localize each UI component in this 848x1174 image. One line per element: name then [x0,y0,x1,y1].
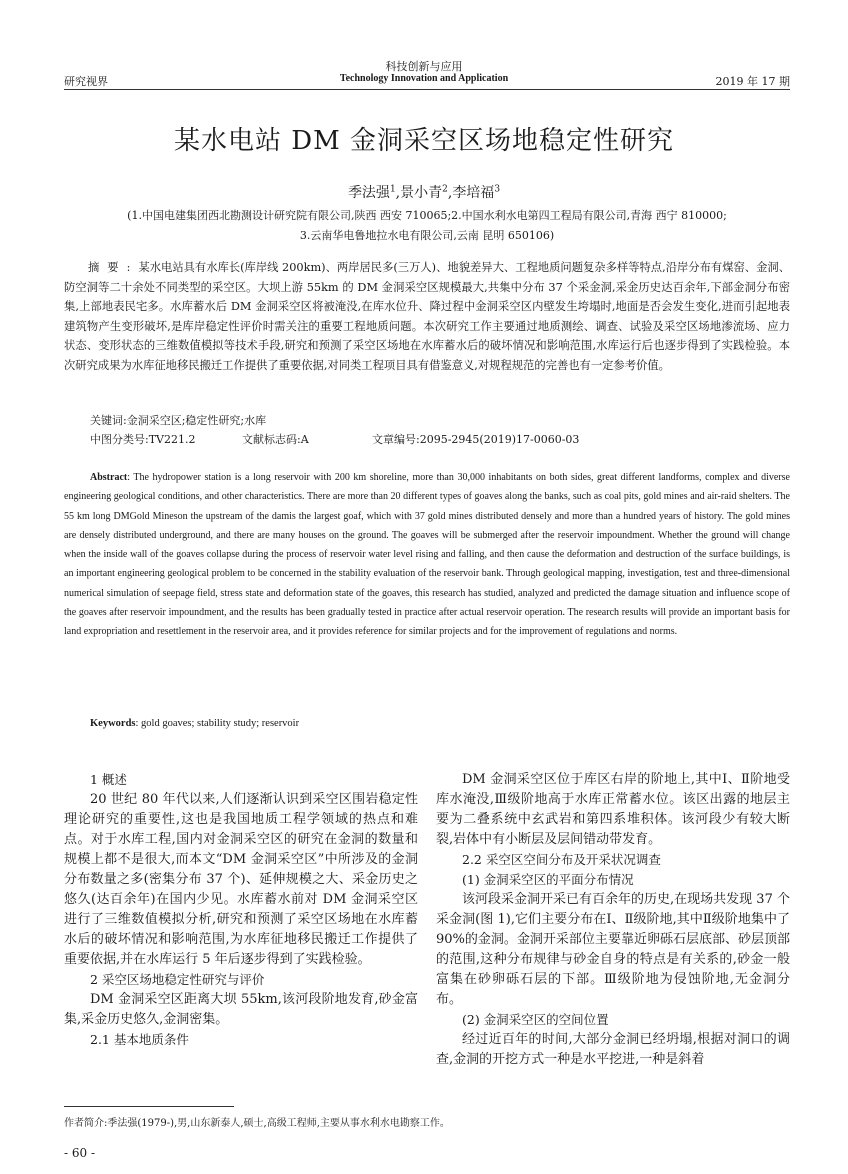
author-name: 景小青 [400,185,443,201]
keywords-en-text: : gold goaves; stability study; reservoir [135,718,300,729]
author-affil-mark: 3 [494,184,501,195]
subsection-heading: 2.1 基本地质条件 [90,1032,189,1047]
issue-label: 2019 年 17 期 [715,75,790,88]
header-divider [64,89,790,90]
paper-title: 某水电站 DM 金洞采空区场地稳定性研究 [174,126,674,156]
page-number: - 60 - [64,1146,96,1160]
section-heading: 2 采空区场地稳定性研究与评价 [90,972,265,987]
abstract-en-label: Abstract [90,472,128,483]
subsection-heading: 2.2 采空区空间分布及开采状况调查 [462,852,661,867]
body-paragraph: DM 金洞采空区距离大坝 55km,该河段阶地发育,砂金富集,采金历史悠久,金洞密集。 [64,992,418,1027]
author-name: 季法强 [347,185,390,201]
keywords-cn: 关键词:金洞采空区;稳定性研究;水库 [90,414,267,427]
abstract-en [64,468,790,642]
subsection-heading: (1) 金洞采空区的平面分布情况 [462,872,634,887]
author-affil-mark: 1 [389,184,396,195]
abstract-cn-label: 摘要: [88,261,139,274]
journal-name-en: Technology Innovation and Application [339,73,509,84]
affiliation-line: (1.中国电建集团西北勘测设计研究院有限公司,陕西 西安 710065;2.中国水利水电第四工程局有限公司,青海 西宁 810000; [127,209,727,222]
body-column-left [64,770,418,1050]
body-paragraph: 经过近百年的时间,大部分金洞已经坍塌,根据对洞口的调查,金洞的开挖方式一种是水平挖进,一种是斜着 [436,1032,790,1067]
footnote-divider [64,1106,234,1107]
author-bio-footnote: 作者简介:季法强(1979-),男,山东新泰人,硕士,高级工程师,主要从事水利水电勘察工作。 [64,1118,450,1129]
body-paragraph: 20 世纪 80 年代以来,人们逐渐认识到采空区围岩稳定性理论研究的重要性,这也是我国地质工程学领域的热点和难点。对于水库工程,国内对金洞采空区的研究在金洞的数量和规模上都不是很大,而本文“DM 金洞采空区”中所涉及的金洞分布数量之多(密集分布 37 个)、延伸规模之大、采金历史之悠久(达百余年)在国内少见。水库蓄水前对 DM 金洞采空区进行了三维数值模拟分析,研究和预测了采空区场地在水库蓄水后的破坏情况和影响范围,为水库征地移民搬迁工作提供了重要依据,并在水库运行 5 年后逐步得到了实践检验。 [64,792,418,967]
document-code: 文献标志码:A [242,433,309,446]
affiliation-line: 3.云南华电鲁地拉水电有限公司,云南 昆明 650106) [299,229,555,242]
body-paragraph: DM 金洞采空区位于库区右岸的阶地上,其中Ⅰ、Ⅱ阶地受库水淹没,Ⅲ级阶地高于水库正常蓄水位。该区出露的地层主要为二叠系统中玄武岩和第四系堆积体。该河段少有较大断裂,岩体中有小断层及层间错动带发育。 [436,772,790,847]
body-paragraph: 该河段采金洞开采已有百余年的历史,在现场共发现 37 个采金洞(图 1),它们主要分布在Ⅰ、Ⅱ级阶地,其中Ⅱ级阶地集中了 90%的金洞。金洞开采部位主要靠近卵砾石层底部、砂层顶部的范围,这种分布规律与砂金自身的特点是有关系的,砂金一般富集在砂卵砾石层的下部。Ⅲ级阶地为侵蚀阶地,无金洞分布。 [436,892,790,1007]
author-name: 李培福 [452,185,495,201]
keywords-en [90,718,299,729]
body-column-right [436,770,790,1070]
abstract-en-text: : The hydropower station is a long reservoir with 200 km shoreline, more than 30,000 inhabitants on both sides, great different landforms, complex and diverse engineering geological conditions, and other characteristics. There are more than 20 different types of goaves along the banks, such as coal pits, gold mines and air-raid shelters. The 55 km long DMGold Mineson the upstream of the damis the largest goaf, which with 37 gold mines distributed densely and more than a hundred years of history. The gold mines are densely distributed underground, and there are many houses on the ground. The goaves will be submerged after the reservoir impoundment. Whether the ground will change when the inside wall of the goaves collapse during the process of reservoir water level rising and falling, and then cause the deformation and destruction of the surface buildings, is an important engineering geological problem to be concerned in the stability evaluation of the reservoir bank. Through geological mapping, investigation, test and three-dimensional numerical simulation of seepage field, stress state and deformation state of the goaves, this research has studied, analyzed and predicted the damage situation and influence scope of the goaves after reservoir impoundment, and the results has been gradually tested in practice after actual reservoir operation. The research results will provide an important basis for land expropriation and resettlement in the reservoir area, and it provides reference for similar projects and for the improvement of regulations and norms. [64,472,790,638]
keywords-en-label: Keywords [90,718,136,729]
article-number: 文章编号:2095-2945(2019)17-0060-03 [372,433,580,446]
clc-number: 中图分类号:TV221.2 [90,433,196,446]
abstract-cn [64,258,790,376]
journal-name-cn: 科技创新与应用 [385,60,463,73]
subsection-heading: (2) 金洞采空区的空间位置 [462,1012,609,1027]
section-label: 研究视界 [64,75,108,88]
abstract-cn-text: 某水电站具有水库长(库岸线 200km)、两岸居民多(三万人)、地貌差异大、工程地质问题复杂多样等特点,沿岸分布有煤窑、金洞、防空洞等二十余处不同类型的采空区。大坝上游 55km 的 DM 金洞采空区规模最大,共集中分布 37 个采金洞,采金历史达百余年,下部金洞分布密集,上部地表民宅多。水库蓄水后 DM 金洞采空区将被淹没,在库水位升、降过程中金洞采空区内壁发生垮塌时,地面是否会发生变化,进而引起地表建筑物产生变形破坏,是库岸稳定性评价时需关注的重要工程地质问题。本次研究工作主要通过地质测绘、调查、试验及采空区场地渗流场、应力状态、变形状态的三维数值模拟等技术手段,研究和预测了采空区场地在水库蓄水后的破坏情况和影响范围,水库运行后也逐步得到了实践检验。本次研究成果为水库征地移民搬迁工作提供了重要依据,对同类工程项目具有借鉴意义,对规程规范的完善也有一定参考价值。 [64,261,791,372]
section-heading: 1 概述 [90,772,127,787]
author-affil-mark: 2 [442,184,448,195]
author-list: 季法强$^1$,景小青$^2$,李培福$^3$ [347,184,501,201]
